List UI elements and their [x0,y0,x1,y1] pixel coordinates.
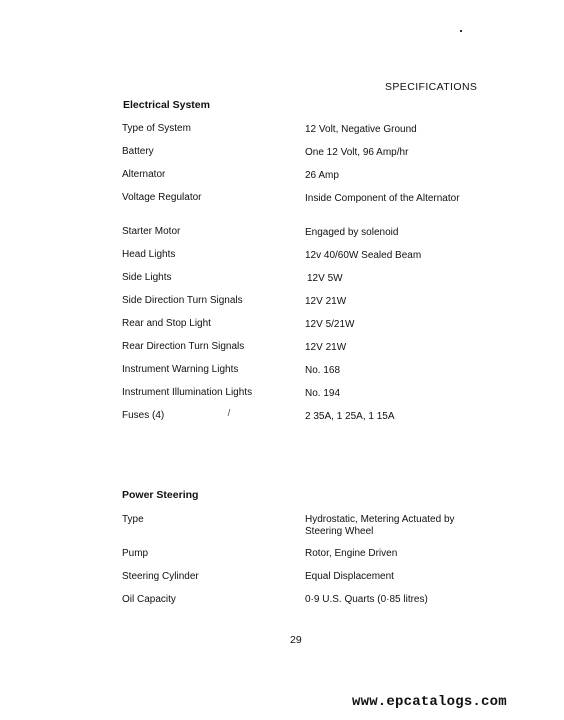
spec-label: Pump [122,548,149,559]
footer-watermark: www.epcatalogs.com [352,694,507,710]
spec-label: Voltage Regulator [122,192,202,203]
spec-value: 2 35A, 1 25A, 1 15A [305,411,395,422]
spec-value: Inside Component of the Alternator [305,193,460,204]
spec-label: Fuses (4) [122,410,165,421]
steering-section-title: Power Steering [122,489,199,501]
electrical-section-title: Electrical System [123,99,210,111]
spec-value: 26 Amp [305,170,339,181]
page-number: 29 [290,634,302,646]
spec-label: Battery [122,146,154,157]
spec-label: Rear Direction Turn Signals [122,341,245,352]
spec-label: Starter Motor [122,226,181,237]
spec-label: Steering Cylinder [122,571,199,582]
spec-value: 12V 5W [307,273,343,284]
spec-label: Head Lights [122,249,176,260]
spec-label: Side Direction Turn Signals [122,295,243,306]
spec-label: Instrument Illumination Lights [122,387,253,398]
spec-label: Instrument Warning Lights [122,364,239,375]
spec-value: One 12 Volt, 96 Amp/hr [305,147,409,158]
spec-value: No. 168 [305,365,341,376]
spec-label: Side Lights [122,272,172,283]
spec-value: Equal Displacement [305,571,394,582]
page-header: SPECIFICATIONS [385,81,478,93]
spec-label: Type [122,514,144,525]
spec-label: Type of System [122,123,191,134]
scan-speck [460,30,462,32]
spec-value: 12v 40/60W Sealed Beam [305,250,422,261]
spec-value: 12V 5/21W [305,319,355,330]
spec-label: Rear and Stop Light [122,318,211,329]
spec-value: 12 Volt, Negative Ground [305,124,417,135]
scan-mark [226,408,232,418]
spec-value: 12V 21W [305,296,347,307]
spec-value: Engaged by solenoid [305,227,399,238]
spec-value: Hydrostatic, Metering Actuated by Steering Wheel [305,514,455,537]
spec-value: Rotor, Engine Driven [305,548,398,559]
spec-label: Oil Capacity [122,594,176,605]
spec-value: No. 194 [305,388,341,399]
spec-value: 0·9 U.S. Quarts (0·85 litres) [305,594,428,605]
spec-label: Alternator [122,169,166,180]
spec-value: 12V 21W [305,342,347,353]
